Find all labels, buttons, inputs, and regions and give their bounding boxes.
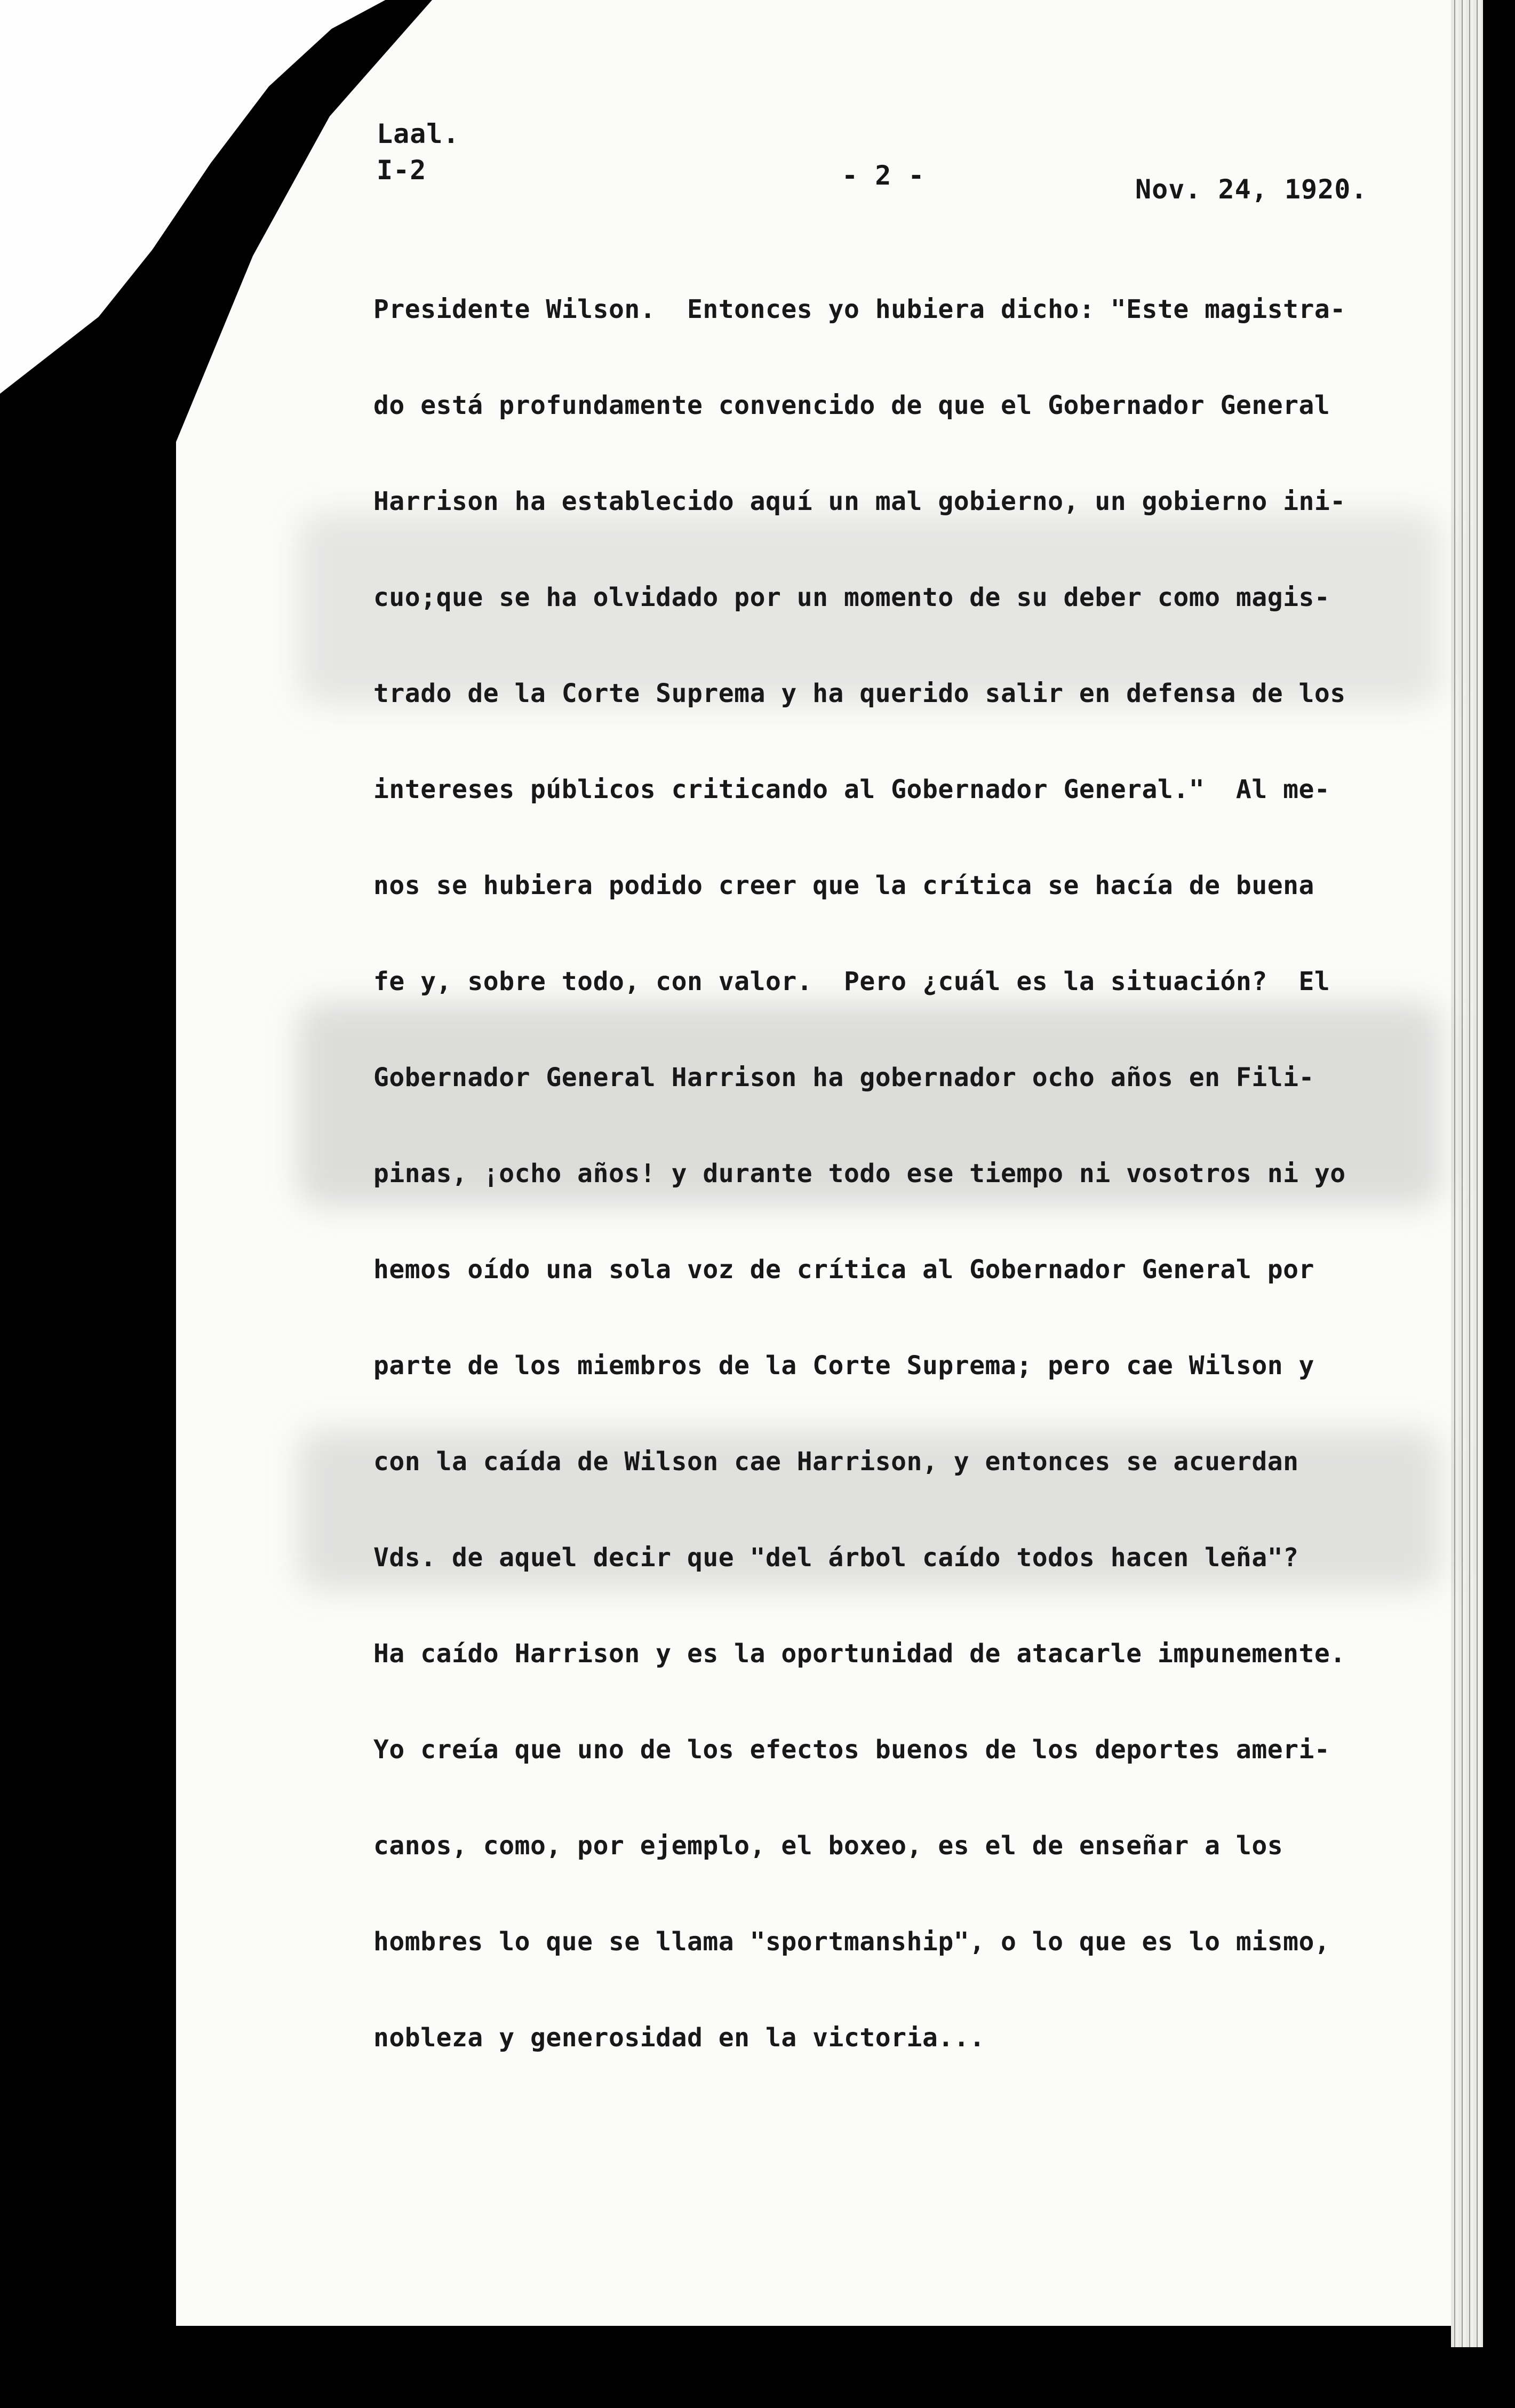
text-line: hemos oído una sola voz de crítica al Gobernador General por <box>373 1255 1314 1285</box>
page-number: - 2 - <box>842 160 925 191</box>
body-text <box>373 288 1419 2112</box>
text-line: canos, como, por ejemplo, el boxeo, es el de enseñar a los <box>373 1831 1283 1861</box>
text-line: nobleza y generosidad en la victoria... <box>373 2023 985 2053</box>
document-date: Nov. 24, 1920. <box>1135 174 1368 205</box>
text-line: cuo;que se ha olvidado por un momento de su deber como magis- <box>373 583 1330 612</box>
text-line: do está profundamente convencido de que el Gobernador General <box>373 390 1330 420</box>
reference-code-2: I-2 <box>377 155 427 186</box>
text-line: Yo creía que uno de los efectos buenos de los deportes ameri- <box>373 1735 1330 1765</box>
text-line: con la caída de Wilson cae Harrison, y entonces se acuerdan <box>373 1447 1299 1477</box>
text-line: trado de la Corte Suprema y ha querido salir en defensa de los <box>373 679 1346 708</box>
text-line: hombres lo que se llama "sportmanship", o lo que es lo mismo, <box>373 1927 1330 1957</box>
text-line: intereses públicos criticando al Gobernador General." Al me- <box>373 775 1330 804</box>
text-line: Gobernador General Harrison ha gobernador ocho años en Fili- <box>373 1063 1314 1093</box>
text-line: Ha caído Harrison y es la oportunidad de atacarle impunemente. <box>373 1639 1346 1669</box>
page-edges <box>1451 0 1483 2347</box>
text-line: Harrison ha establecido aquí un mal gobierno, un gobierno ini- <box>373 487 1346 516</box>
text-line: Vds. de aquel decir que "del árbol caído todos hacen leña"? <box>373 1543 1299 1573</box>
text-line: fe y, sobre todo, con valor. Pero ¿cuál es la situación? El <box>373 967 1330 996</box>
text-line: parte de los miembros de la Corte Suprema; pero cae Wilson y <box>373 1351 1314 1381</box>
reference-code: Laal. <box>377 118 460 149</box>
text-line: pinas, ¡ocho años! y durante todo ese tiempo ni vosotros ni yo <box>373 1159 1346 1189</box>
text-line: nos se hubiera podido creer que la crítica se hacía de buena <box>373 871 1314 900</box>
text-line: Presidente Wilson. Entonces yo hubiera dicho: "Este magistra- <box>373 294 1346 324</box>
